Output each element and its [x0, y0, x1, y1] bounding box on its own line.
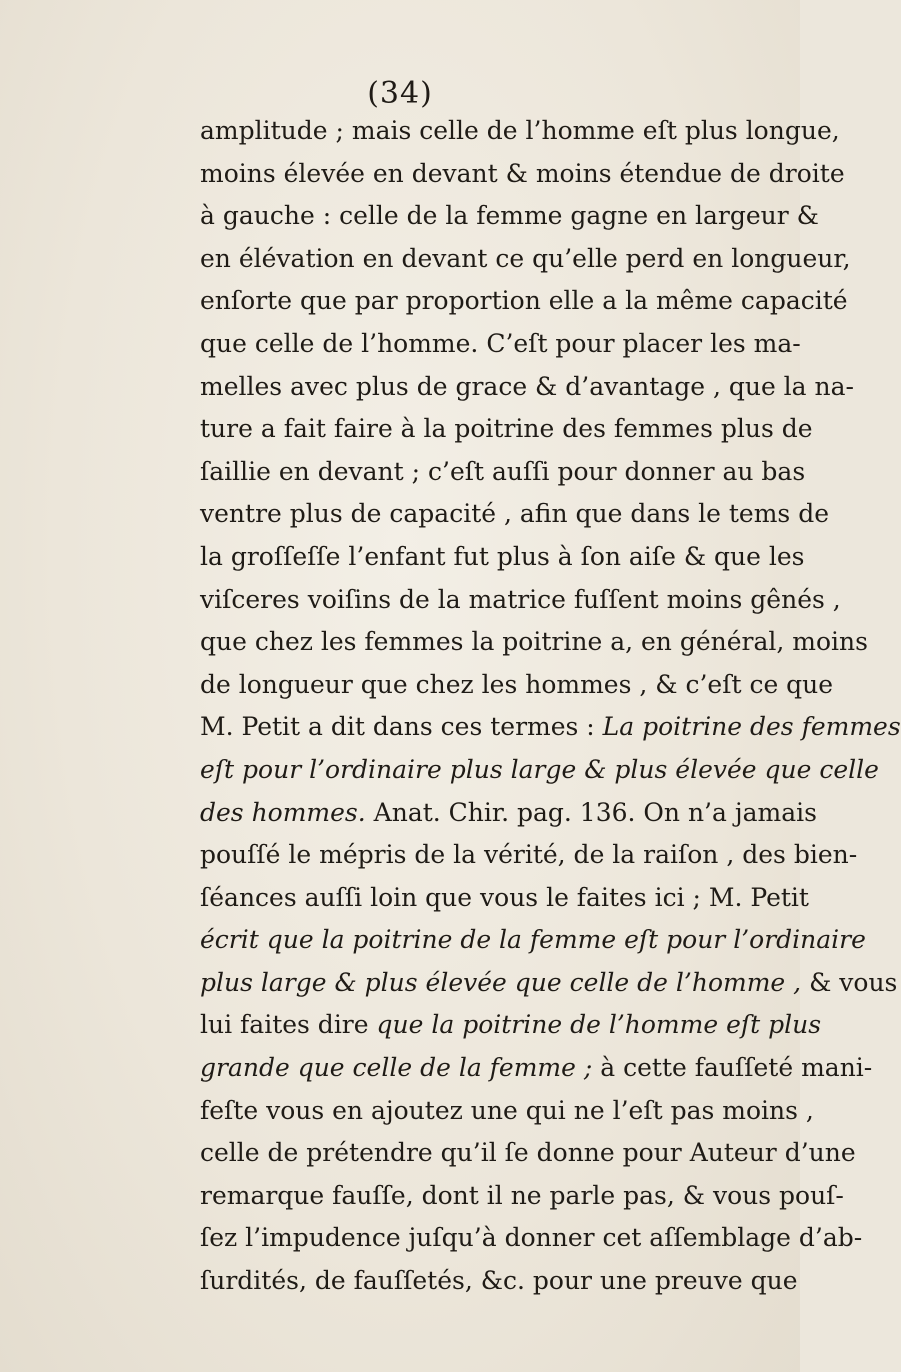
text-segment: M. Petit a dit dans ces termes :	[200, 712, 603, 742]
text-segment: ſez l’impudence juſqu’à donner cet aſſemblage d’ab-	[200, 1223, 863, 1253]
text-line	[200, 749, 879, 792]
text-segment: ſurdités, de fauſſetés, &c. pour une preuve que	[200, 1266, 798, 1296]
text-segment: enſorte que par proportion elle a la même capacité	[200, 286, 848, 316]
text-line	[200, 919, 866, 962]
text-line	[200, 280, 848, 323]
text-segment: de longueur que chez les hommes , & c’eſt ce que	[200, 669, 834, 699]
italic-text-segment: eſt pour l’ordinaire plus large & plus élevée que celle	[200, 754, 879, 784]
text-segment: en élévation en devant ce qu’elle perd en longueur,	[200, 243, 851, 273]
text-line	[200, 323, 801, 366]
text-segment: que celle de l’homme. C’eſt pour placer les ma-	[200, 328, 801, 358]
text-line	[200, 1260, 798, 1303]
text-line	[200, 1132, 856, 1175]
text-line	[200, 877, 809, 920]
text-line	[200, 110, 840, 153]
text-line	[200, 536, 805, 579]
text-segment: remarque fauſſe, dont il ne parle pas, & vous pouſ-	[200, 1180, 844, 1210]
text-line	[200, 962, 898, 1005]
text-line	[200, 621, 868, 664]
text-line	[200, 366, 854, 409]
text-segment: melles avec plus de grace & d’avantage , que la na-	[200, 371, 854, 401]
text-segment: la groſſeſſe l’enfant fut plus à ſon aiſe & que les	[200, 541, 805, 571]
text-segment: viſceres voiſins de la matrice fuſſent moins gênés ,	[200, 584, 841, 614]
text-segment: lui faites dire	[200, 1010, 377, 1040]
text-line	[200, 408, 813, 451]
text-line	[200, 579, 841, 622]
text-line	[200, 706, 901, 749]
text-segment: & vous	[801, 967, 898, 997]
text-segment: celle de prétendre qu’il ſe donne pour Auteur d’une	[200, 1138, 856, 1168]
text-segment: à cette fauſſeté mani-	[592, 1053, 873, 1083]
text-segment: moins élevée en devant & moins étendue de droite	[200, 158, 845, 188]
text-line	[200, 451, 806, 494]
text-segment: feſte vous en ajoutez une qui ne l’eſt pas moins ,	[200, 1095, 814, 1125]
text-line	[200, 238, 851, 281]
text-line	[200, 195, 819, 238]
text-line	[200, 1217, 863, 1260]
text-line	[200, 1004, 822, 1047]
text-segment: ſaillie en devant ; c’eſt auſſi pour donner au bas	[200, 456, 806, 486]
page-number: (34)	[367, 76, 433, 111]
text-segment: ventre plus de capacité , afin que dans le tems de	[200, 499, 829, 529]
text-segment: ſéances auſſi loin que vous le faites ici ; M. Petit	[200, 882, 809, 912]
italic-text-segment: La poitrine des femmes	[602, 712, 901, 742]
italic-text-segment: grande que celle de la femme ;	[200, 1053, 593, 1083]
text-line	[200, 792, 817, 835]
text-segment: ture a fait faire à la poitrine des femmes plus de	[200, 414, 813, 444]
text-segment: à gauche : celle de la femme gagne en largeur &	[200, 201, 819, 231]
italic-text-segment: que la poitrine de l’homme eſt plus	[376, 1010, 822, 1040]
text-segment: pouſſé le mépris de la vérité, de la raiſon , des bien-	[200, 840, 858, 870]
text-line	[200, 493, 829, 536]
text-segment: que chez les femmes la poitrine a, en général, moins	[200, 627, 868, 657]
text-line	[200, 664, 834, 707]
text-segment: amplitude ; mais celle de l’homme eſt plus longue,	[200, 116, 840, 145]
text-line	[200, 1047, 873, 1090]
text-line	[200, 153, 845, 196]
text-line	[200, 834, 858, 877]
text-segment: Anat. Chir. pag. 136. On n’a jamais	[365, 797, 817, 827]
text-line	[200, 1175, 844, 1218]
italic-text-segment: écrit que la poitrine de la femme eſt pour l’ordinaire	[200, 925, 866, 955]
italic-text-segment: plus large & plus élevée que celle de l’homme ,	[200, 967, 802, 997]
body-text	[200, 110, 901, 1303]
text-line	[200, 1090, 814, 1133]
italic-text-segment: des hommes.	[200, 797, 366, 827]
